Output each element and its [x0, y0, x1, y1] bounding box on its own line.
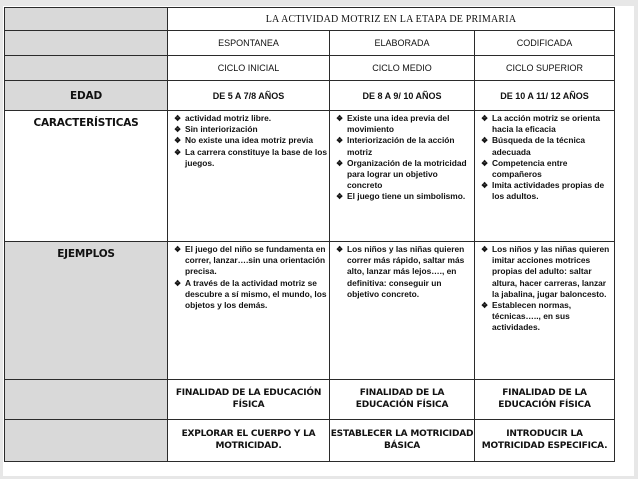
type-espontanea: ESPONTANEA	[168, 31, 330, 56]
diamond-bullet-icon: ❖	[481, 245, 489, 254]
list-item: ❖ Competencia entre compañeros	[481, 157, 568, 180]
empty-label-cell	[5, 380, 168, 420]
cycle-medio: CICLO MEDIO	[330, 56, 475, 81]
caracteristicas-medio-list	[330, 111, 474, 205]
ejemplos-superior-list	[475, 242, 614, 336]
list-item: ❖ La acción motriz se orienta hacia la eficacia	[481, 113, 600, 135]
motor-activity-table	[4, 7, 615, 462]
row-label-edad: EDAD	[5, 81, 168, 111]
diamond-bullet-icon: ❖	[174, 245, 182, 254]
diamond-bullet-icon: ❖	[174, 278, 182, 288]
diamond-bullet-icon: ❖	[174, 136, 182, 146]
caracteristicas-inicial-list	[168, 111, 329, 171]
list-item: ❖ El juego del niño se fundamenta en correr, lanzar….sin una orientación precisa.	[174, 244, 326, 277]
list-item: ❖ El juego tiene un simbolismo.	[336, 191, 466, 202]
list-item: ❖ Establecen normas, técnicas….., en sus actividades.	[481, 300, 572, 333]
list-item: ❖ No existe una idea motriz previa	[174, 135, 313, 146]
cycle-inicial: CICLO INICIAL	[168, 56, 330, 81]
diamond-bullet-icon: ❖	[336, 136, 344, 146]
finalidad-medio: ESTABLECER LA MOTRICIDAD BÁSICA	[330, 420, 475, 462]
diamond-bullet-icon: ❖	[481, 301, 489, 311]
finalidad-header-superior: FINALIDAD DE LA EDUCACIÓN FÍSICA	[475, 380, 615, 420]
list-item: ❖ actividad motriz libre.	[174, 113, 272, 123]
list-item: ❖ Organización de la motricidad para lograr un objetivo concreto	[336, 157, 467, 191]
list-item: ❖ A través de la actividad motriz se descubre a sí mismo, el mundo, los objetos y los demás.	[174, 277, 327, 311]
finalidad-inicial: EXPLORAR EL CUERPO Y LA MOTRICIDAD.	[168, 420, 330, 462]
list-item: ❖ Los niños y las niñas quieren imitar acciones motrices propias del adulto: saltar altura, hacer carreras, lanzar la jabalina, jugar baloncesto.	[481, 244, 610, 299]
edad-medio: DE 8 A 9/ 10 AÑOS	[330, 81, 475, 111]
caracteristicas-superior-cell	[475, 111, 615, 242]
diamond-bullet-icon: ❖	[481, 114, 489, 123]
row-label-ejemplos: EJEMPLOS	[5, 242, 168, 380]
diamond-bullet-icon: ❖	[336, 114, 344, 123]
list-item: ❖ Búsqueda de la técnica adecuada	[481, 135, 586, 157]
cycle-superior: CICLO SUPERIOR	[475, 56, 615, 81]
empty-label-cell	[5, 31, 168, 56]
empty-label-cell	[5, 56, 168, 81]
list-item: ❖ Imita actividades propias de los adultos.	[481, 180, 605, 202]
ejemplos-superior-cell	[475, 242, 615, 380]
list-item: ❖ La carrera constituye la base de los juegos.	[174, 146, 327, 168]
diamond-bullet-icon: ❖	[336, 158, 344, 168]
type-elaborada: ELABORADA	[330, 31, 475, 56]
diamond-bullet-icon: ❖	[481, 158, 489, 168]
ejemplos-inicial-cell	[168, 242, 330, 380]
list-item: ❖ Los niños y las niñas quieren correr más rápido, saltar más alto, lanzar más lejos…., en definitiva: conseguir un objetivo concreto.	[336, 244, 465, 299]
caracteristicas-inicial-cell	[168, 111, 330, 242]
caracteristicas-medio-cell	[330, 111, 475, 242]
edad-inicial: DE 5 A 7/8 AÑOS	[168, 81, 330, 111]
list-item: ❖ Sin interiorización	[174, 124, 258, 135]
edad-superior: DE 10 A 11/ 12 AÑOS	[475, 81, 615, 111]
list-item: ❖ Interiorización de la acción motriz	[336, 135, 455, 157]
diamond-bullet-icon: ❖	[481, 136, 489, 146]
finalidad-header-medio: FINALIDAD DE LA EDUCACIÓN FÍSICA	[330, 380, 475, 420]
ejemplos-medio-cell	[330, 242, 475, 380]
caracteristicas-superior-list	[475, 111, 614, 205]
row-label-caracteristicas: CARACTERÍSTICAS	[5, 111, 168, 242]
diamond-bullet-icon: ❖	[174, 114, 182, 123]
diamond-bullet-icon: ❖	[481, 181, 489, 191]
empty-corner-cell	[5, 8, 168, 31]
diamond-bullet-icon: ❖	[336, 192, 344, 202]
diamond-bullet-icon: ❖	[174, 125, 182, 135]
ejemplos-inicial-list	[168, 242, 329, 313]
list-item: ❖ Existe una idea previa del movimiento	[336, 113, 450, 135]
diamond-bullet-icon: ❖	[336, 245, 344, 254]
table-title: LA ACTIVIDAD MOTRIZ EN LA ETAPA DE PRIMARIA	[168, 8, 615, 31]
finalidad-header-inicial: FINALIDAD DE LA EDUCACIÓN FÍSICA	[168, 380, 330, 420]
empty-label-cell	[5, 420, 168, 462]
type-codificada: CODIFICADA	[475, 31, 615, 56]
diamond-bullet-icon: ❖	[174, 147, 182, 157]
ejemplos-medio-list	[330, 242, 474, 302]
finalidad-superior: INTRODUCIR LA MOTRICIDAD ESPECIFICA.	[475, 420, 615, 462]
